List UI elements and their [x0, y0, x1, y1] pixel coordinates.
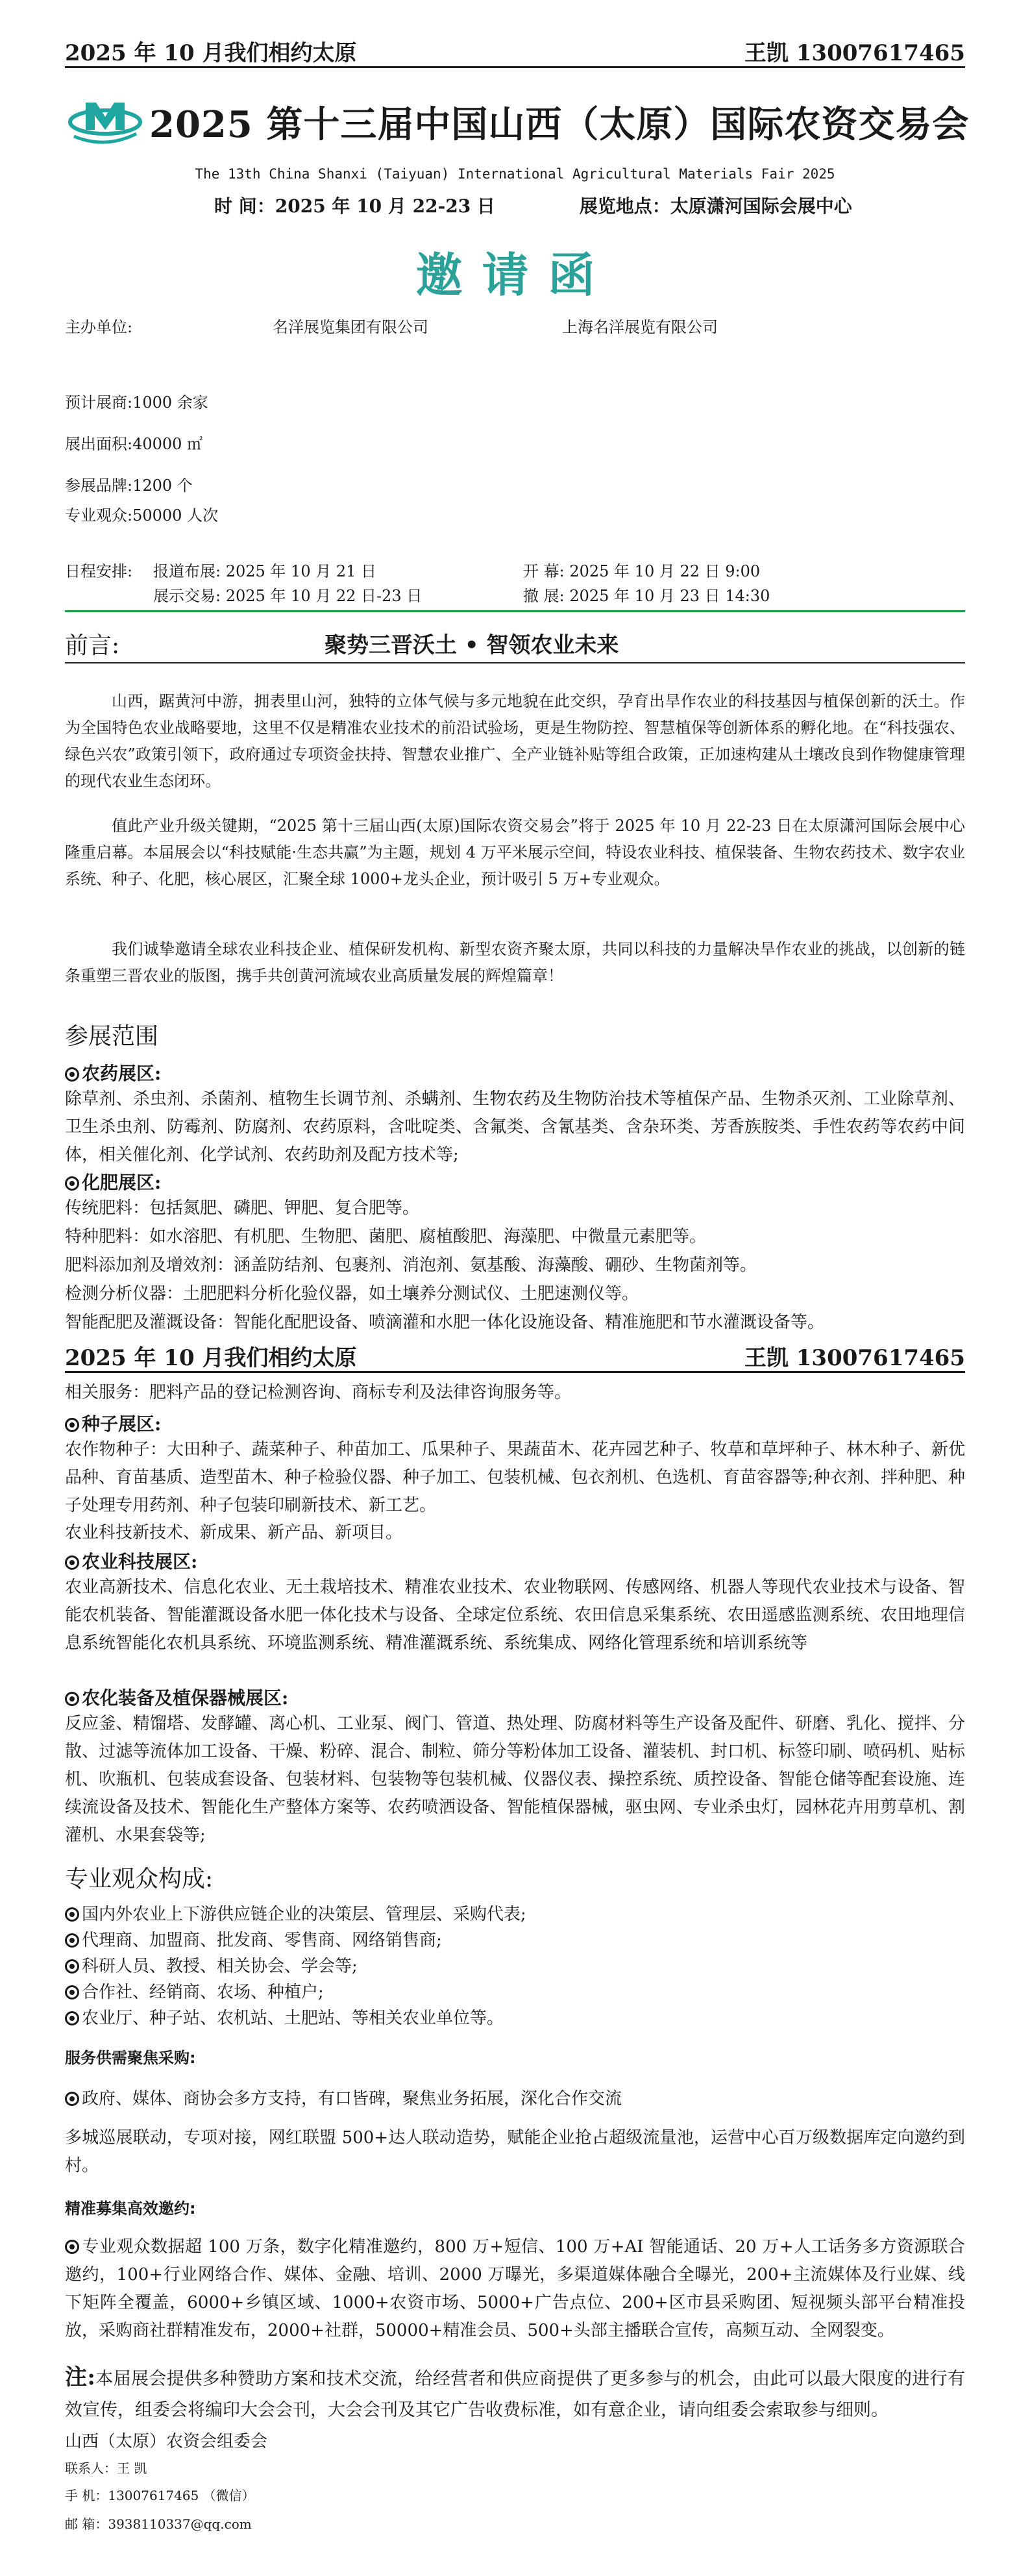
- contact-person: 联系人：王 凯: [65, 2460, 147, 2476]
- bullet-icon: [65, 1067, 79, 1082]
- pesticide-title: 农药展区:: [65, 1059, 161, 1085]
- fertilizer-line: 相关服务：肥料产品的登记检测咨询、商标专利及法律咨询服务等。: [65, 1383, 572, 1402]
- scope-title: 参展范围: [65, 1023, 159, 1050]
- fertilizer-line: 肥料添加剂及增效剂：涵盖防结剂、包裹剂、消泡剂、氨基酸、海藻酸、硼砂、生物菌剂等。: [65, 1256, 757, 1275]
- bullet-icon: [65, 1176, 79, 1191]
- fair-title-english: The 13th China Shanxi (Taiyuan) International Agricultural Materials Fair 2025: [195, 166, 835, 182]
- bullet-icon: [65, 2240, 79, 2254]
- contact-email: 邮 箱：3938110337@qq.com: [65, 2516, 252, 2532]
- bullet-icon: [65, 2011, 79, 2025]
- stat-brands: 参展品牌:1200 个: [65, 477, 193, 495]
- agritech-text: 农业高新技术、信息化农业、无土栽培技术、精准农业技术、农业物联网、传感网络、机器人等现代农业技术与设备、智能农机装备、智能灌溉设备水肥一体化技术与设备、全球定位系统、农田信息采集系统、农田遥感监测系统、农田地理信息系统智能化农机具系统、环境监测系统、精准灌溉系统、系统集成、网络化管理系统和培训系统等: [65, 1578, 965, 1653]
- recruit-text: 专业观众数据超 100 万条，数字化精准邀约，800 万+短信、100 万+AI 智能通话、20 万+人工话务多方资源联合邀约，100+行业网络合作、媒体、金融、培训、2000 万曝光，多渠道媒体融合全曝光，200+主流媒体及行业媒、线下矩阵全覆盖，6000+乡镇区域、1000+农资市场、5000+广告点位、200+区市县采购团、短视频头部平台精准投放，采购商社群精准发布，2000+社群，50000+精准会员、500+头部主播联合宣传，高频互动、全网裂变。: [65, 2237, 965, 2340]
- recruit-title: 精准募集高效邀约:: [65, 2199, 196, 2218]
- bullet-icon: [65, 2092, 79, 2106]
- header-slogan: 2025 年 10 月我们相约太原: [65, 40, 357, 66]
- pesticide-text: 除草剂、杀虫剂、杀菌剂、植物生长调节剂、杀螨剂、生物农药及生物防治技术等植保产品、生物杀灭剂、工业除草剂、卫生杀虫剂、防霉剂、防腐剂、农药原料，含吡啶类、含氟类、含氰基类、含杂环类、芳香族胺类、手性农药等农药中间体，相关催化剂、化学试剂、农药助剂及配方技术等;: [65, 1089, 965, 1165]
- organizer-label: 主办单位:: [65, 318, 133, 336]
- bullet-icon: [65, 1907, 79, 1922]
- header-rule: [65, 66, 965, 68]
- stat-exhibitors: 预计展商:1000 余家: [65, 393, 208, 412]
- preface-rule: [65, 662, 965, 663]
- audience-item: 代理商、加盟商、批发商、零售商、网络销售商;: [65, 1927, 442, 1955]
- seed-title: 种子展区:: [65, 1410, 161, 1436]
- bullet-icon: [65, 1933, 79, 1948]
- audience-item: 合作社、经销商、农场、种植户;: [65, 1979, 324, 2007]
- page-header: [65, 32, 965, 66]
- fair-logo-icon: [67, 91, 143, 147]
- schedule-opening: 开 幕: 2025 年 10 月 22 日 9:00: [523, 562, 761, 580]
- preface-paragraph-2: 值此产业升级关键期，“2025 第十三届山西(太原)国际农资交易会”将于 2025 年 10 月 22-23 日在太原潇河国际会展中心隆重启幕。本届展会以“科技赋能·生态共赢”为主题，规划 4 万平米展示空间，特设农业科技、植保装备、生物农药技术、数字农业系统、种子、化肥，核心展区，汇聚全球 1000+龙头企业，预计吸引 5 万+专业观众。: [65, 817, 965, 888]
- contact-phone: 手 机：13007617465 （微信）: [65, 2488, 255, 2503]
- schedule-teardown: 撤 展: 2025 年 10 月 23 日 14:30: [523, 587, 770, 605]
- fair-venue: 展览地点：太原潇河国际会展中心: [579, 195, 852, 217]
- fertilizer-line: 检测分析仪器：土肥肥料分析化验仪器，如土壤养分测试仪、土肥速测仪等。: [65, 1284, 639, 1304]
- fertilizer-line: 特种肥料：如水溶肥、有机肥、生物肥、菌肥、腐植酸肥、海藻肥、中微量元素肥等。: [65, 1227, 707, 1246]
- audience-item: 国内外农业上下游供应链企业的决策层、管理层、采购代表;: [65, 1901, 526, 1929]
- schedule-setup: 报道布展: 2025 年 10 月 21 日: [153, 562, 377, 580]
- fair-title: 2025 第十三届中国山西（太原）国际农资交易会: [149, 103, 970, 146]
- fair-time: 时 间：2025 年 10 月 22-23 日: [214, 195, 495, 217]
- preface-paragraph-3: 我们诚挚邀请全球农业科技企业、植保研发机构、新型农资齐聚太原，共同以科技的力量解决旱作农业的挑战，以创新的链条重塑三晋农业的版图，携手共创黄河流域农业高质量发展的辉煌篇章！: [65, 940, 965, 985]
- time-place: [214, 192, 930, 218]
- service-title: 服务供需聚焦采购:: [65, 2049, 196, 2067]
- header-contact: 王凯 13007617465: [744, 1345, 965, 1371]
- organizer-2: 上海名洋展览有限公司: [562, 318, 718, 336]
- audience-item: 科研人员、教授、相关协会、学会等;: [65, 1953, 358, 1981]
- stat-visitors: 专业观众:50000 人次: [65, 506, 219, 525]
- header-rule: [65, 1371, 965, 1373]
- bullet-icon: [65, 1418, 79, 1432]
- service-text: 多城巡展联动，专项对接，网红联盟 500+达人联动造势，赋能企业抢占超级流量池，运营中心百万级数据库定向邀约到村。: [65, 2128, 965, 2175]
- contact-org: 山西（太原）农资会组委会: [65, 2432, 268, 2451]
- audience-title: 专业观众构成:: [65, 1866, 214, 1892]
- note-text: 注:本届展会提供多种赞助方案和技术交流，给经营者和供应商提供了更多参与的机会，由此可以最大限度的进行有效宣传，组委会将编印大会会刊，大会会刊及其它广告收费标准，如有意企业，请向组委会索取参与细则。: [65, 2364, 965, 2420]
- header-contact: 王凯 13007617465: [744, 40, 965, 66]
- schedule-label: 日程安排:: [65, 562, 133, 580]
- equipment-text: 反应釜、精馏塔、发酵罐、离心机、工业泵、阀门、管道、热处理、防腐材料等生产设备及配件、研磨、乳化、搅拌、分散、过滤等流体加工设备、干燥、粉碎、混合、制粒、筛分等粉体加工设备、灌装机、封口机、标签印刷、喷码机、贴标机、吹瓶机、包装成套设备、包装材料、包装物等包装机械、仪器仪表、操控系统、质控设备、智能仓储等配套设施、连续流设备及技术、智能化生产整体方案等、农药喷洒设备、智能植保器械，驱虫网、专业杀虫灯，园林花卉用剪草机、割灌机、水果套袋等;: [65, 1714, 965, 1845]
- schedule-trade: 展示交易: 2025 年 10 月 22 日-23 日: [153, 587, 423, 605]
- bullet-icon: [65, 1692, 79, 1706]
- preface-label: 前言:: [65, 632, 120, 659]
- fertilizer-line: 传统肥料：包括氮肥、磷肥、钾肥、复合肥等。: [65, 1198, 420, 1218]
- bullet-icon: [65, 1959, 79, 1974]
- preface-slogan: 聚势三晋沃土 • 智领农业未来: [325, 632, 619, 658]
- stat-area: 展出面积:40000 ㎡: [65, 435, 203, 453]
- audience-item: 农业厅、种子站、农机站、土肥站、等相关农业单位等。: [65, 2005, 504, 2033]
- agritech-title: 农业科技展区:: [65, 1548, 197, 1574]
- equipment-title: 农化装备及植保器械展区:: [65, 1684, 288, 1710]
- fertilizer-line: 智能配肥及灌溉设备：智能化配肥设备、喷滴灌和水肥一体化设施设备、精准施肥和节水灌溉设备等。: [65, 1313, 825, 1332]
- page-header-repeat: [65, 1337, 965, 1371]
- seed-extra: 农业科技新技术、新成果、新产品、新项目。: [65, 1523, 403, 1542]
- fertilizer-title: 化肥展区:: [65, 1169, 161, 1195]
- service-item: 政府、媒体、商协会多方支持，有口皆碑，聚焦业务拓展，深化合作交流: [65, 2085, 622, 2113]
- invitation-heading: 邀请函: [415, 247, 615, 303]
- organizer-1: 名洋展览集团有限公司: [273, 318, 428, 336]
- section-divider: [65, 610, 965, 612]
- bullet-icon: [65, 1555, 79, 1570]
- seed-text: 农作物种子：大田种子、蔬菜种子、种苗加工、瓜果种子、果蔬苗木、花卉园艺种子、牧草和草坪种子、林木种子、新优品种、育苗基质、造型苗木、种子检验仪器、种子加工、包装机械、包衣剂机、色选机、育苗容器等;种衣剂、拌种肥、种子处理专用药剂、种子包装印刷新技术、新工艺。: [65, 1440, 965, 1515]
- preface-paragraph-1: 山西，踞黄河中游，拥表里山河，独特的立体气候与多元地貌在此交织，孕育出旱作农业的科技基因与植保创新的沃土。作为全国特色农业战略要地，这里不仅是精准农业技术的前沿试验场，更是生物防控、智慧植保等创新体系的孵化地。在“科技强农、绿色兴农”政策引领下，政府通过专项资金扶持、智慧农业推广、全产业链补贴等组合政策，正加速构建从土壤改良到作物健康管理的现代农业生态闭环。: [65, 692, 965, 790]
- header-slogan: 2025 年 10 月我们相约太原: [65, 1345, 357, 1371]
- bullet-icon: [65, 1985, 79, 2000]
